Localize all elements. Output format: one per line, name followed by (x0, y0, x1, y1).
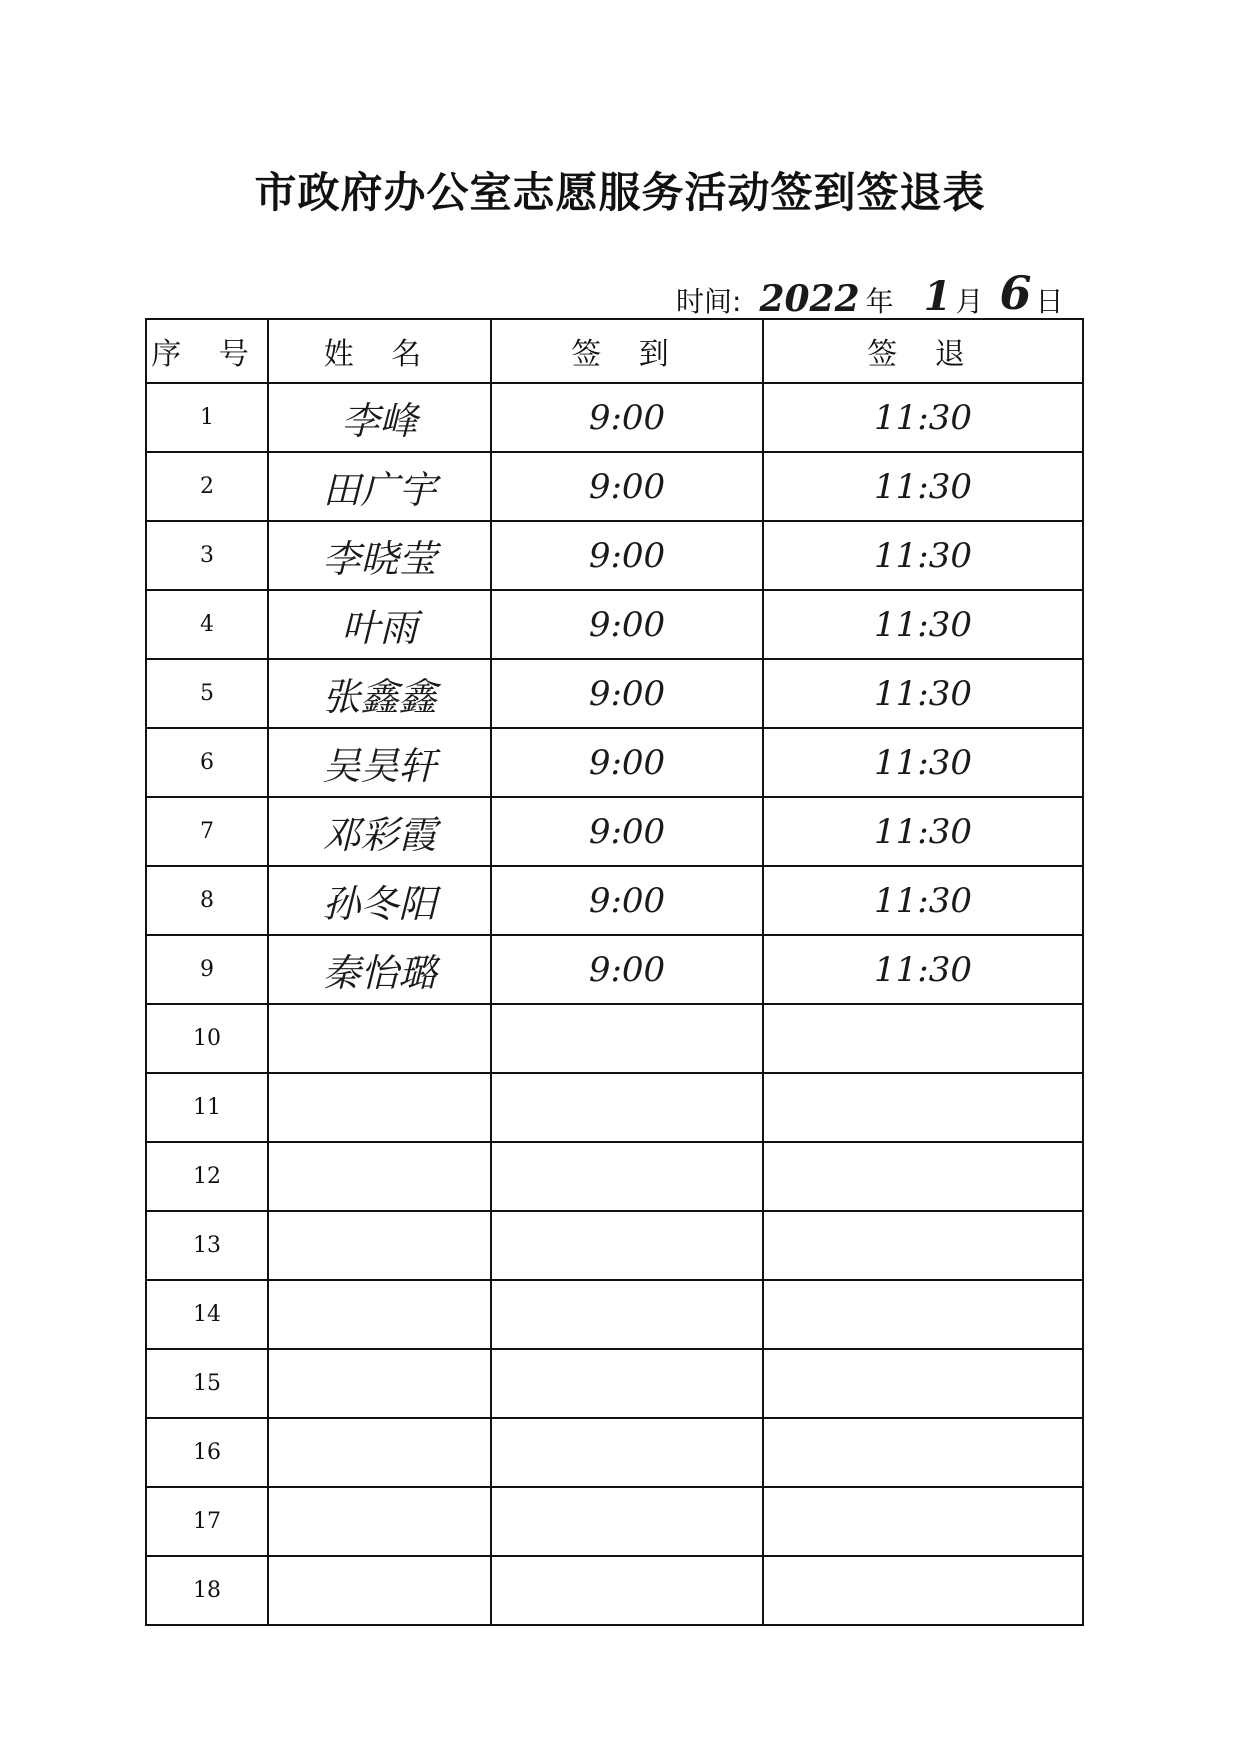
row-sign-in: 9:00 (491, 590, 763, 659)
row-sign-out: 11:30 (763, 659, 1083, 728)
row-sign-out (763, 1349, 1083, 1418)
row-sign-out (763, 1211, 1083, 1280)
table-row (146, 659, 1083, 728)
table-row (146, 1280, 1083, 1349)
row-sign-out: 11:30 (763, 797, 1083, 866)
table-row (146, 935, 1083, 1004)
table-row (146, 1073, 1083, 1142)
sign-in-table (145, 318, 1084, 1626)
row-sign-out (763, 1556, 1083, 1625)
row-number: 14 (146, 1280, 268, 1349)
table-row (146, 383, 1083, 452)
row-number: 16 (146, 1418, 268, 1487)
row-sign-out (763, 1004, 1083, 1073)
table-row (146, 1211, 1083, 1280)
table-row (146, 1418, 1083, 1487)
row-name (268, 1004, 491, 1073)
row-name: 叶雨 (268, 590, 491, 659)
row-name (268, 1211, 491, 1280)
table-row (146, 1487, 1083, 1556)
row-sign-out: 11:30 (763, 866, 1083, 935)
table-row (146, 521, 1083, 590)
header-name: 姓 名 (268, 319, 491, 383)
row-name (268, 1280, 491, 1349)
row-name (268, 1073, 491, 1142)
row-number: 8 (146, 866, 268, 935)
row-sign-out (763, 1142, 1083, 1211)
page-title: 市政府办公室志愿服务活动签到签退表 (254, 168, 986, 217)
row-number: 15 (146, 1349, 268, 1418)
row-number: 17 (146, 1487, 268, 1556)
table-row (146, 728, 1083, 797)
date-label: 时间: (676, 285, 742, 318)
row-sign-in (491, 1280, 763, 1349)
row-sign-in (491, 1142, 763, 1211)
row-sign-out: 11:30 (763, 728, 1083, 797)
row-sign-out: 11:30 (763, 935, 1083, 1004)
date-day: 6 (999, 266, 1032, 320)
row-sign-out (763, 1073, 1083, 1142)
row-sign-in: 9:00 (491, 659, 763, 728)
row-sign-out (763, 1487, 1083, 1556)
row-number: 2 (146, 452, 268, 521)
row-number: 5 (146, 659, 268, 728)
table-row (146, 1142, 1083, 1211)
row-name: 张鑫鑫 (268, 659, 491, 728)
date-month-unit: 月 (955, 285, 984, 318)
table-row (146, 452, 1083, 521)
row-name (268, 1487, 491, 1556)
row-number: 7 (146, 797, 268, 866)
row-sign-out: 11:30 (763, 452, 1083, 521)
date-year: 2022 (759, 278, 860, 320)
row-sign-out (763, 1418, 1083, 1487)
row-number: 9 (146, 935, 268, 1004)
row-name (268, 1418, 491, 1487)
row-name: 邓彩霞 (268, 797, 491, 866)
date-month: 1 (923, 273, 952, 320)
row-sign-in (491, 1487, 763, 1556)
row-number: 11 (146, 1073, 268, 1142)
row-sign-in: 9:00 (491, 935, 763, 1004)
row-sign-in: 9:00 (491, 521, 763, 590)
row-number: 18 (146, 1556, 268, 1625)
row-number: 1 (146, 383, 268, 452)
row-number: 13 (146, 1211, 268, 1280)
row-name (268, 1556, 491, 1625)
row-sign-in (491, 1073, 763, 1142)
row-sign-in (491, 1418, 763, 1487)
row-name: 李晓莹 (268, 521, 491, 590)
date-day-unit: 日 (1035, 285, 1064, 318)
row-name: 吴昊轩 (268, 728, 491, 797)
row-name (268, 1142, 491, 1211)
header-number: 序 号 (146, 319, 268, 383)
row-sign-in: 9:00 (491, 728, 763, 797)
table-row (146, 1556, 1083, 1625)
row-sign-out (763, 1280, 1083, 1349)
row-name: 田广宇 (268, 452, 491, 521)
row-sign-in (491, 1556, 763, 1625)
row-name: 李峰 (268, 383, 491, 452)
row-sign-out: 11:30 (763, 521, 1083, 590)
header-sign-in: 签 到 (491, 319, 763, 383)
row-sign-in: 9:00 (491, 383, 763, 452)
table-row (146, 1349, 1083, 1418)
row-sign-in (491, 1349, 763, 1418)
row-number: 6 (146, 728, 268, 797)
row-sign-in (491, 1211, 763, 1280)
header-sign-out: 签 退 (763, 319, 1083, 383)
table-row (146, 797, 1083, 866)
row-sign-in: 9:00 (491, 797, 763, 866)
row-name: 孙冬阳 (268, 866, 491, 935)
table-header-row (146, 319, 1083, 383)
row-sign-out: 11:30 (763, 590, 1083, 659)
row-sign-in (491, 1004, 763, 1073)
table-row (146, 866, 1083, 935)
row-number: 12 (146, 1142, 268, 1211)
row-sign-in: 9:00 (491, 866, 763, 935)
table-row (146, 1004, 1083, 1073)
row-name: 秦怡璐 (268, 935, 491, 1004)
row-number: 10 (146, 1004, 268, 1073)
table-row (146, 590, 1083, 659)
row-name (268, 1349, 491, 1418)
row-sign-in: 9:00 (491, 452, 763, 521)
row-number: 3 (146, 521, 268, 590)
row-sign-out: 11:30 (763, 383, 1083, 452)
date-line (676, 266, 1064, 320)
row-number: 4 (146, 590, 268, 659)
date-year-unit: 年 (865, 285, 894, 318)
